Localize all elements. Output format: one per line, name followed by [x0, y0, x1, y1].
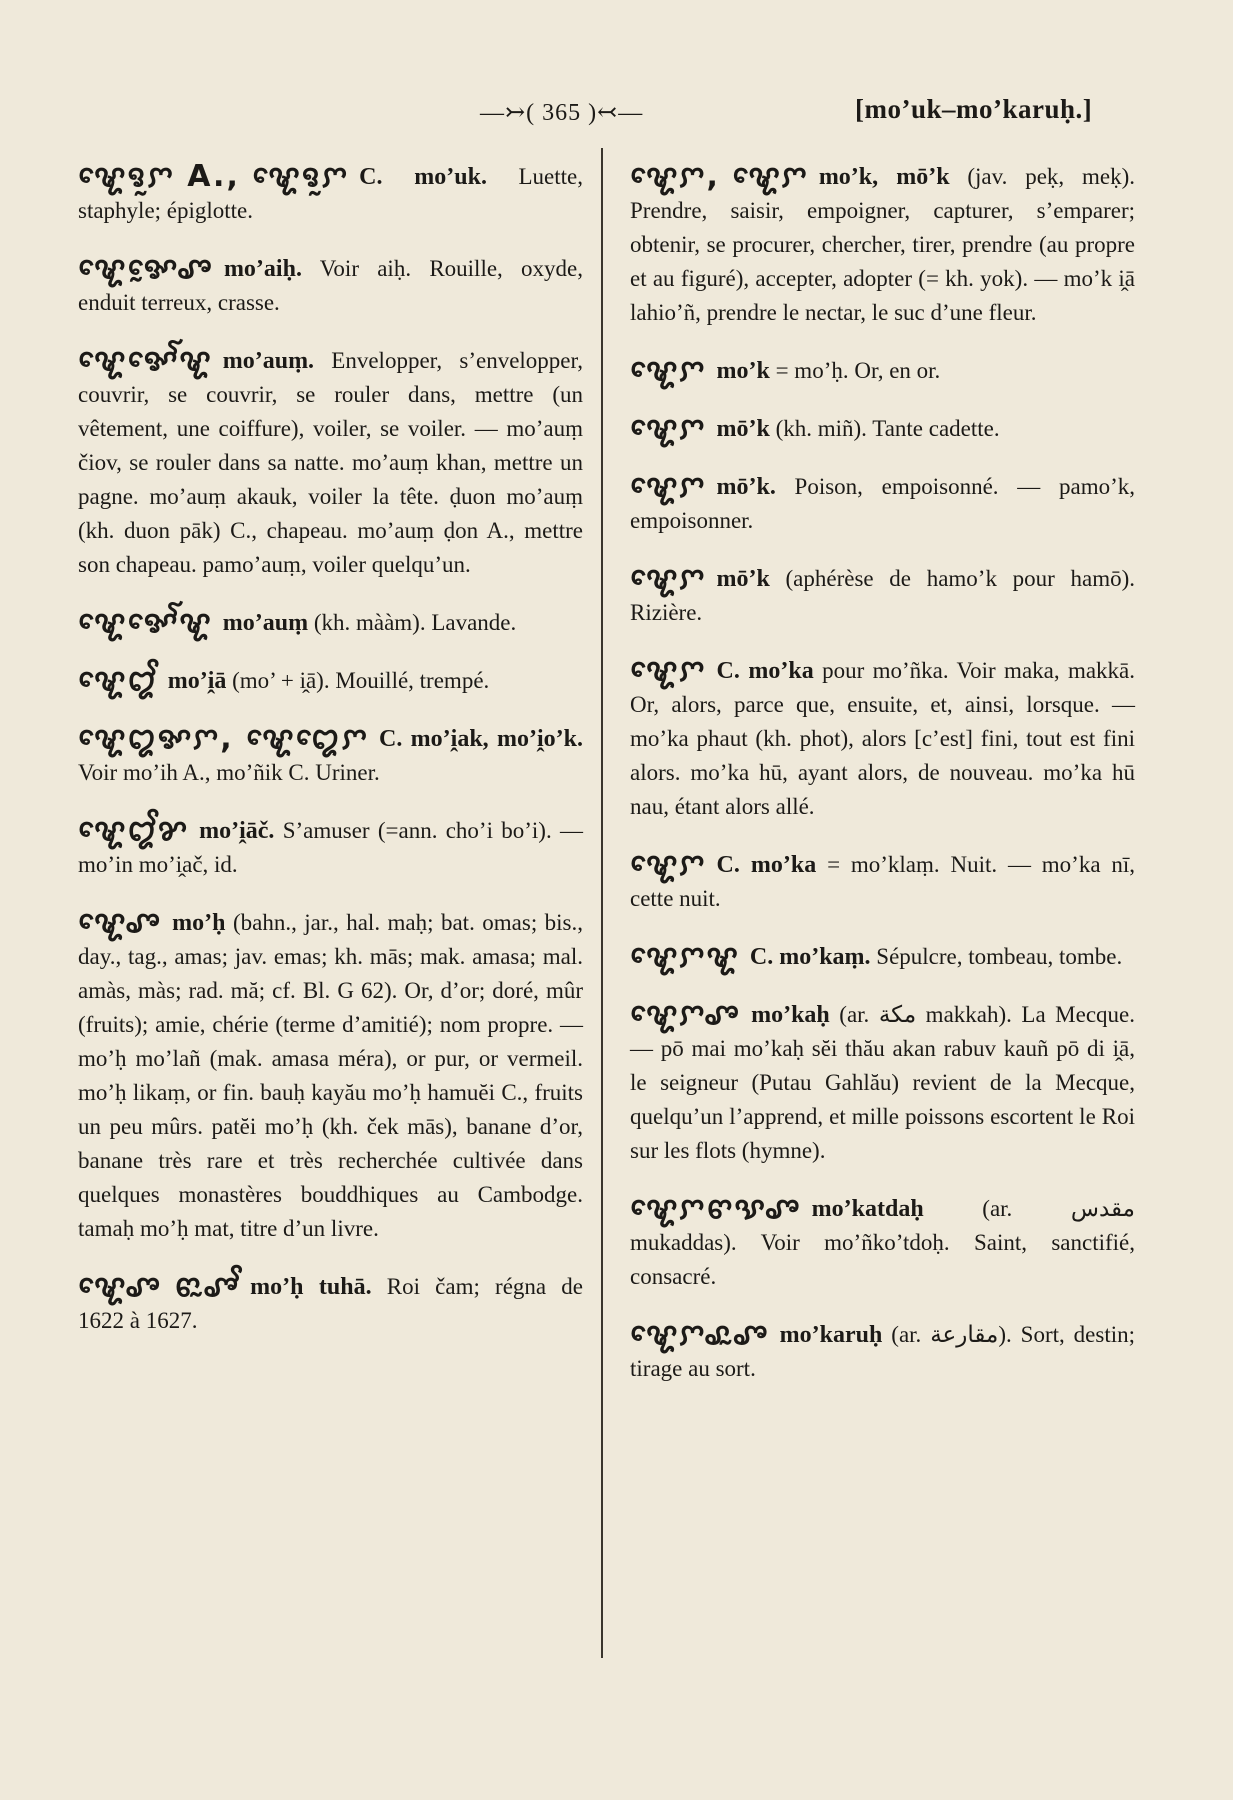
headword-transliteration: mo’karuḥ: [779, 1322, 883, 1348]
column-divider: [601, 148, 603, 1658]
dictionary-entry: [630, 654, 1135, 824]
cham-script-headword: ꨠꨯꨆ: [630, 353, 707, 388]
cham-script-headword: ꨠꨯꨆꨣꨭꨨ: [630, 1317, 770, 1352]
headword-transliteration: C. mo’ka: [716, 852, 817, 878]
dictionary-entry: [630, 998, 1135, 1168]
cham-script-headword: ꨠꨯꨆ: [630, 847, 707, 882]
headword-transliteration: mo’aiḥ.: [223, 256, 302, 282]
headword-transliteration: C. mo’ka: [716, 658, 814, 684]
cham-script-headword: ꨠꨯꨨ ꨓꨭꨨꨩ: [78, 1269, 241, 1304]
cham-script-headword: ꨠꨯꨆ: [630, 469, 707, 504]
headword-transliteration: mō’k: [716, 566, 770, 592]
cham-script-headword: ꨠꨯꨁꨩꨌ: [78, 813, 190, 848]
definition-text: pour mo’ñka. Voir maka, makkā. Or, alors, parce que, ensuite, et, ainsi, lorsque. — mo’ka phaut (kh. phot), alors [c’est] fini, tout est fini alors. mo’ka hū, ayant alors, de nouveau. mo’ka hū nau, étant alors allé.: [630, 658, 1136, 819]
cham-script-headword: ꨠꨯꨆ, ꨠꨯꨆ: [630, 159, 809, 194]
definition-text: Poison, empoisonné. — pamo’k, empoisonner.: [630, 474, 1135, 533]
page-header: [0, 94, 1233, 134]
headword-transliteration: mo’auṃ: [222, 610, 309, 636]
dictionary-entry: [630, 160, 1135, 330]
headword-transliteration: mo’ḥ: [172, 910, 226, 936]
definition-text: Envelopper, s’envelopper, couvrir, se couvrir, se rouler dans, mettre (un vêtement, une coiffure), voiler, se voiler. — mo’auṃ čiov, se rouler dans sa natte. mo’auṃ khan, mettre un pagne. mo’auṃ akauk, voiler la tête. ḍuon mo’auṃ (kh. duon pāk) C., chapeau. mo’auṃ ḍon A., mettre son chapeau. pamo’auṃ, voiler quelqu’un.: [78, 348, 583, 577]
definition-text: (aphérèse de hamo’k pour hamō). Rizière.: [630, 566, 1135, 625]
dictionary-entry: [78, 906, 583, 1246]
definition-text: (ar. مقارعة). Sort, destin; tirage au sort.: [630, 1322, 1135, 1381]
cham-script-headword: ꨠꨯꨀꨯꨱꨠ: [78, 605, 213, 640]
dictionary-entry: [78, 606, 583, 640]
headword-transliteration: C. mo’kaṃ.: [749, 944, 871, 970]
right-column: [630, 160, 1135, 1410]
page-number: —↣( 365 )↢—: [480, 100, 644, 126]
dictionary-entry: [630, 940, 1135, 974]
definition-text: (mo’ + i̭ā). Mouillé, trempé.: [232, 668, 490, 693]
cham-script-headword: ꨠꨯꨁꨩ: [78, 663, 158, 698]
cham-script-headword: ꨠꨯꨀꨰꨨ: [78, 251, 214, 286]
headword-transliteration: mo’k: [716, 358, 770, 384]
headword-transliteration: mō’k: [716, 416, 770, 442]
dictionary-entry: [630, 1318, 1135, 1386]
definition-text: Roi čam; régna de 1622 à 1627.: [78, 1274, 583, 1333]
headword-transliteration: C. mo’i̭ak, mo’i̭o’k.: [378, 726, 583, 752]
headword-transliteration: mō’k.: [716, 474, 776, 500]
dictionary-entry: [630, 354, 1135, 388]
left-column: [78, 160, 583, 1362]
cham-script-headword: ꨠꨯꨆꨠ: [630, 939, 740, 974]
headword-transliteration: mo’i̭āč.: [199, 818, 275, 844]
cham-script-headword: ꨠꨯꨆꨓꨕꨨ: [630, 1191, 802, 1226]
headword-transliteration: mo’kaḥ: [751, 1002, 830, 1028]
dictionary-entry: [78, 814, 583, 882]
cham-script-headword: ꨠꨯꨨ: [78, 905, 163, 940]
definition-text: Sépulcre, tombeau, tombe.: [876, 944, 1123, 969]
cham-script-headword: ꨠꨯꨆ: [630, 653, 707, 688]
definition-text: = mo’klaṃ. Nuit. — mo’ka nī, cette nuit.: [630, 852, 1135, 911]
cham-script-headword: ꨠꨯꨆ: [630, 561, 707, 596]
cham-script-headword: ꨠꨯꨀꨯꨱꨠ: [78, 343, 213, 378]
definition-text: (ar. مكة makkah). La Mecque. — pō mai mo’kaḥ sĕi thău akan rabuv kauñ pō di i̭ā, le seigneur (Putau Gahlău) revient de la Mecque, quelqu’un l’apprend, et mille poissons escortent le Roi sur les flots (hymne).: [630, 1002, 1135, 1163]
definition-text: (jav. peḳ, meḳ). Prendre, saisir, empoigner, capturer, s’emparer; obtenir, se procurer, chercher, tirer, prendre (au propre et au figuré), accepter, adopter (= kh. yok). — mo’k i̭ā lahio’ñ, prendre le nectar, le suc d’une fleur.: [630, 164, 1135, 325]
dictionary-entry: [78, 252, 583, 320]
headword-transliteration: mo’k, mō’k: [818, 164, 950, 190]
headword-transliteration: mo’katdaḥ: [811, 1196, 924, 1222]
dictionary-entry: [630, 848, 1135, 916]
cham-script-headword: ꨠꨯꨆꨨ: [630, 997, 742, 1032]
definition-text: Voir mo’ih A., mo’ñik C. Uriner.: [78, 760, 380, 785]
cham-script-headword: ꨠꨯꨁꨀꨆ, ꨠꨯꨁꨯꨆ: [78, 721, 369, 756]
definition-text: Luette, staphyle; épiglotte.: [78, 164, 583, 223]
dictionary-entry: [78, 1270, 583, 1338]
definition-text: = mo’ḥ. Or, en or.: [775, 358, 941, 383]
headword-transliteration: mo’i̭ā: [167, 668, 227, 694]
definition-text: (kh. mààm). Lavande.: [313, 610, 517, 635]
dictionary-entry: [630, 1192, 1135, 1294]
dictionary-entry: [78, 664, 583, 698]
headword-transliteration: mo’ḥ tuhā.: [250, 1274, 372, 1300]
definition-text: (ar. مقدس mukaddas). Voir mo’ñko’tdoḥ. Saint, sanctifié, consacré.: [630, 1196, 1135, 1289]
running-head: [mo’uk–mo’karuḥ.]: [855, 94, 1093, 124]
dictionary-entry: [630, 412, 1135, 446]
definition-text: (bahn., jar., hal. maḥ; bat. omas; bis., day., tag., amas; jav. emas; kh. mās; mak. amasa; mal. amàs, màs; rad. mă; cf. Bl. G 62). Or, d’or; doré, mûr (fruits); amie, chérie (terme d’amitié); nom propre. — mo’ḥ mo’lañ (mak. amasa méra), or pur, or vermeil. mo’ḥ likaṃ, or fin. bauḥ kayău mo’ḥ hamuĕi C., fruits un peu mûrs. patĕi mo’ḥ (kh. ček mās), banane d’or, banane très rare et très recherchée cultivée dans quelques monastères bouddhiques au Cambodge. tamaḥ mo’ḥ mat, titre d’un livre.: [78, 910, 583, 1241]
definition-text: Voir aiḥ. Rouille, oxyde, enduit terreux, crasse.: [78, 256, 583, 315]
dictionary-entry: [630, 470, 1135, 538]
cham-script-headword: ꨠꨯꨆ: [630, 411, 707, 446]
dictionary-entry: [630, 562, 1135, 630]
headword-transliteration: C. mo’uk.: [359, 164, 487, 190]
definition-text: S’amuser (=ann. cho’i bo’i). — mo’in mo’i̭ač, id.: [78, 818, 583, 877]
definition-text: (kh. miñ). Tante cadette.: [775, 416, 1000, 441]
dictionary-entry: [78, 160, 583, 228]
dictionary-entry: [78, 344, 583, 582]
cham-script-headword: ꨠꨯꨅꨭꨆ A., ꨠꨯꨅꨭꨆ: [78, 159, 350, 194]
dictionary-entry: [78, 722, 583, 790]
headword-transliteration: mo’auṃ.: [222, 348, 315, 374]
